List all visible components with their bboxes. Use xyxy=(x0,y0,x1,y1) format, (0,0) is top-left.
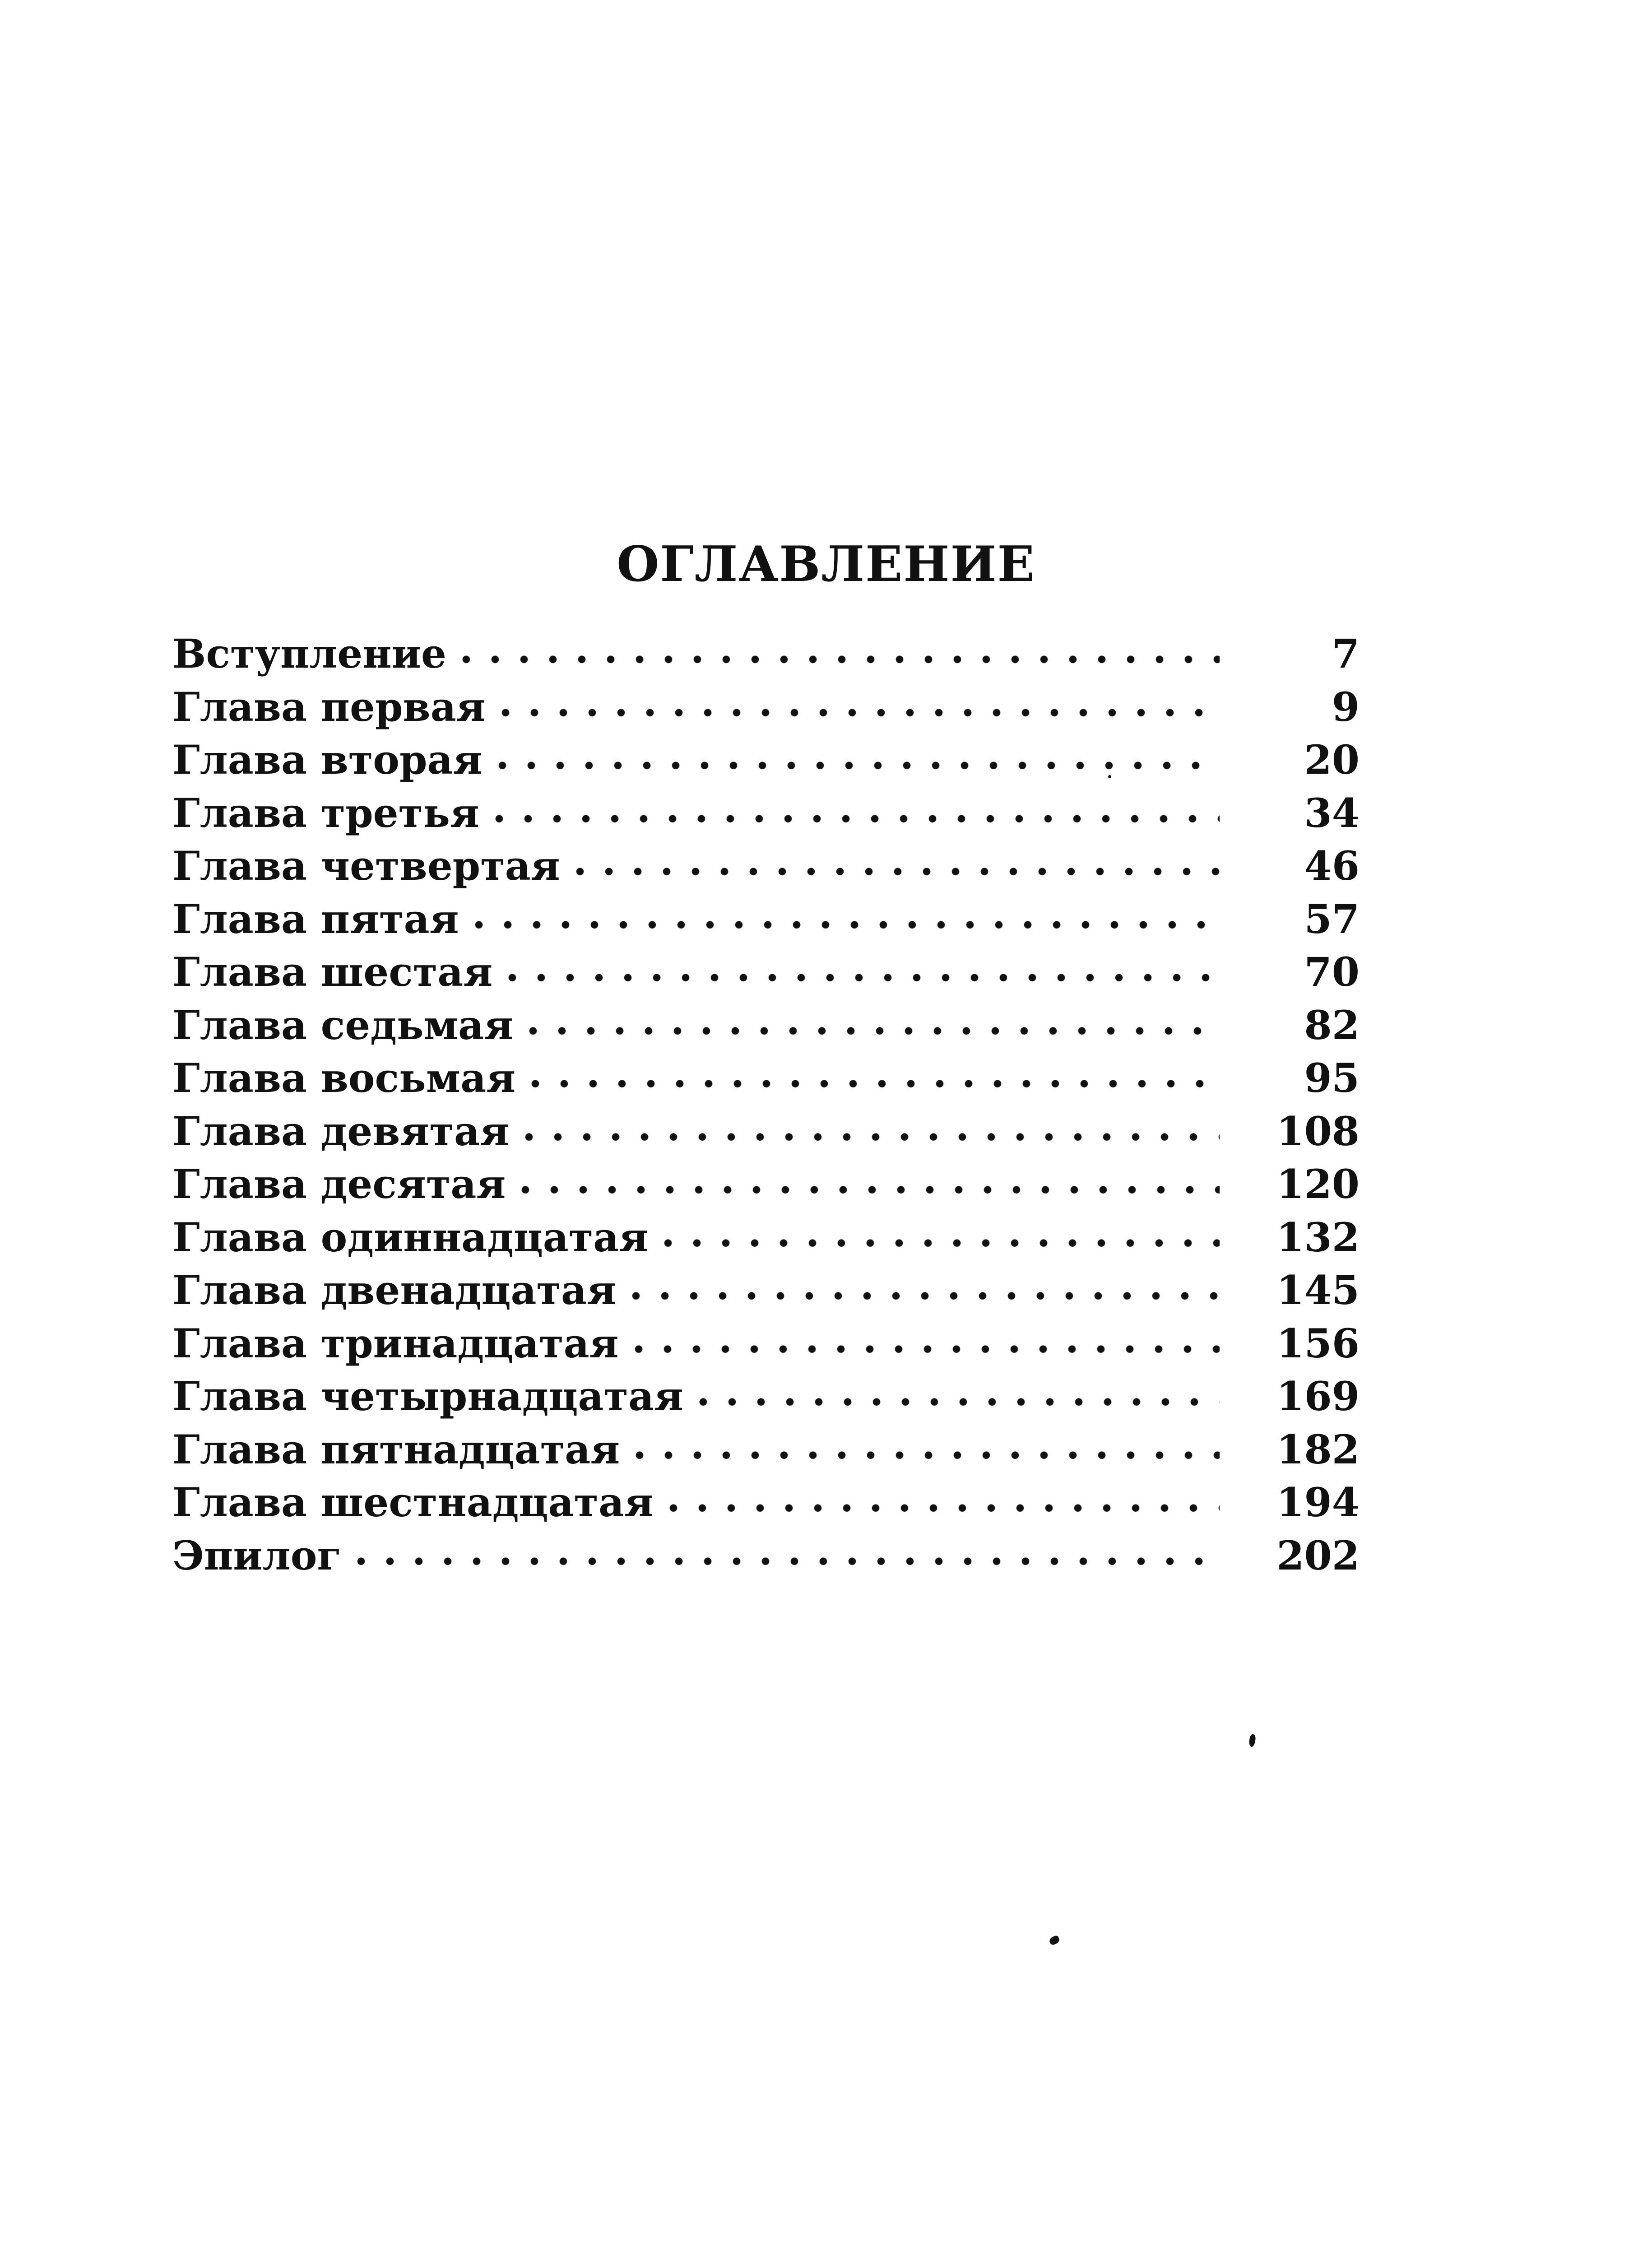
toc-page-number: 57 xyxy=(1304,895,1360,943)
dot-leader xyxy=(452,627,1220,681)
toc-page-number: 169 xyxy=(1276,1373,1360,1420)
toc-entry-title: Глава пятая xyxy=(172,895,459,943)
toc-entry[interactable] xyxy=(172,627,1360,681)
toc-entry-title: Эпилог xyxy=(172,1532,342,1579)
print-speck xyxy=(1048,1935,1060,1946)
toc-page-number: 7 xyxy=(1332,630,1360,678)
dot-leader xyxy=(491,681,1220,734)
dot-leader xyxy=(622,1264,1220,1317)
toc-list xyxy=(172,627,1360,1582)
toc-page-number: 145 xyxy=(1276,1267,1360,1314)
print-speck xyxy=(1108,775,1111,778)
toc-entry[interactable] xyxy=(172,1105,1360,1158)
dot-leader xyxy=(654,1211,1220,1264)
toc-entry[interactable] xyxy=(172,1529,1360,1583)
toc-page-number: 156 xyxy=(1276,1319,1360,1367)
toc-page-number: 182 xyxy=(1276,1426,1360,1473)
toc-title: ОГЛАВЛЕНИЕ xyxy=(617,536,1035,593)
toc-entry[interactable] xyxy=(172,1317,1360,1370)
toc-entry-title: Глава двенадцатая xyxy=(172,1267,617,1314)
toc-entry-title: Глава пятнадцатая xyxy=(172,1426,620,1473)
dot-leader xyxy=(511,1158,1220,1211)
toc-page-number: 194 xyxy=(1276,1479,1360,1526)
toc-page-number: 46 xyxy=(1304,842,1360,890)
toc-entry-title: Глава седьмая xyxy=(172,1001,514,1049)
toc-entry-title: Глава шестая xyxy=(172,948,493,996)
toc-entry-title: Глава четвертая xyxy=(172,842,560,890)
dot-leader xyxy=(521,1052,1220,1105)
toc-entry[interactable] xyxy=(172,840,1360,893)
toc-entry[interactable] xyxy=(172,999,1360,1052)
toc-entry[interactable] xyxy=(172,787,1360,840)
toc-entry-title: Глава восьмая xyxy=(172,1054,516,1102)
toc-entry[interactable] xyxy=(172,1264,1360,1317)
dot-leader xyxy=(625,1423,1220,1477)
toc-page-number: 9 xyxy=(1332,683,1360,730)
dot-leader xyxy=(347,1529,1220,1583)
toc-page-number: 108 xyxy=(1276,1107,1360,1155)
print-speck xyxy=(1248,1734,1256,1747)
dot-leader xyxy=(464,893,1220,946)
dot-leader xyxy=(515,1105,1220,1158)
toc-entry-title: Глава тринадцатая xyxy=(172,1319,619,1367)
toc-entry[interactable] xyxy=(172,893,1360,946)
toc-entry-title: Глава шестнадцатая xyxy=(172,1479,654,1526)
toc-entry[interactable] xyxy=(172,1423,1360,1477)
toc-entry-title: Глава десятая xyxy=(172,1161,506,1208)
toc-entry[interactable] xyxy=(172,1211,1360,1264)
toc-page-number: 82 xyxy=(1304,1001,1360,1049)
toc-entry-title: Глава вторая xyxy=(172,736,483,784)
dot-leader xyxy=(498,946,1220,999)
toc-entry[interactable] xyxy=(172,946,1360,999)
toc-entry-title: Вступление xyxy=(172,630,446,678)
toc-page-number: 70 xyxy=(1304,948,1360,996)
toc-entry[interactable] xyxy=(172,1370,1360,1423)
toc-page-number: 34 xyxy=(1304,789,1360,836)
dot-leader xyxy=(566,840,1220,893)
toc-page-number: 95 xyxy=(1304,1054,1360,1102)
dot-leader xyxy=(624,1317,1220,1370)
toc-entry[interactable] xyxy=(172,734,1360,787)
toc-entry-title: Глава четырнадцатая xyxy=(172,1373,683,1420)
dot-leader xyxy=(689,1370,1220,1423)
dot-leader xyxy=(488,734,1220,787)
toc-page-number: 202 xyxy=(1276,1532,1360,1579)
toc-entry-title: Глава одиннадцатая xyxy=(172,1213,649,1261)
toc-entry[interactable] xyxy=(172,1052,1360,1105)
toc-entry[interactable] xyxy=(172,1158,1360,1211)
dot-leader xyxy=(659,1476,1220,1529)
toc-entry[interactable] xyxy=(172,681,1360,734)
toc-page-number: 20 xyxy=(1304,736,1360,784)
toc-entry[interactable] xyxy=(172,1476,1360,1529)
toc-entry-title: Глава первая xyxy=(172,683,486,730)
toc-entry-title: Глава девятая xyxy=(172,1107,509,1155)
dot-leader xyxy=(485,787,1220,840)
dot-leader xyxy=(519,999,1220,1052)
toc-entry-title: Глава третья xyxy=(172,789,479,836)
toc-page-number: 132 xyxy=(1276,1213,1360,1261)
toc-page-number: 120 xyxy=(1276,1161,1360,1208)
